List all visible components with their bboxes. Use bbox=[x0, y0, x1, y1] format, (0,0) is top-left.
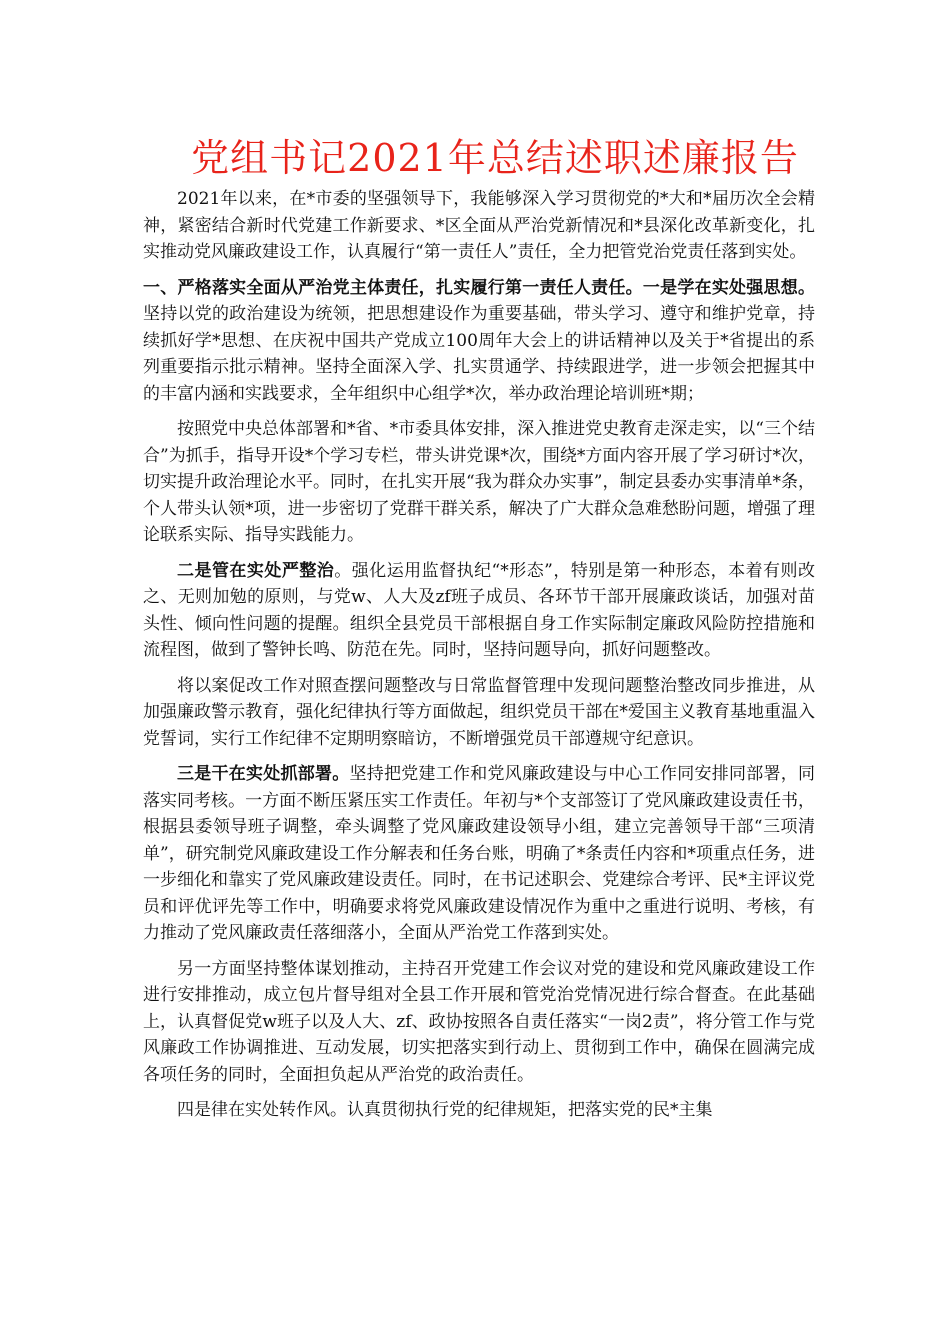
paragraph-section-1 bbox=[143, 275, 815, 408]
paragraph-lead: 一、严格落实全面从严治党主体责任，扎实履行第一责任人责任。一是学在实处强思想。 bbox=[143, 277, 815, 298]
paragraph-text: 四是律在实处转作风。认真贯彻执行党的纪律规矩，把落实党的民*主集 bbox=[177, 1100, 713, 1120]
paragraph-text: 按照党中央总体部署和*省、*市委具体安排，深入推进党史教育走深走实，以“三个结合”为抓手，指导开设*个学习专栏，带头讲党课*次，围绕*方面内容开展了学习研讨*次，切实提升政治理论水平。同时，在扎实开展“我为群众办实事”，制定县委办实事清单*条，个人带头认领*项，进一步密切了党群干群关系，解决了广大群众急难愁盼问题，增强了理论联系实际、指导实践能力。 bbox=[143, 419, 815, 545]
paragraph-discipline bbox=[143, 1097, 815, 1124]
document-body bbox=[143, 186, 815, 1133]
paragraph-text: 2021年以来，在*市委的坚强领导下，我能够深入学习贯彻党的*大和*届历次全会精神，紧密结合新时代党建工作新要求、*区全面从严治党新情况和*县深化改革新变化，扎实推动党风廉政建设工作，认真履行“第一责任人”责任，全力把管党治党责任落到实处。 bbox=[143, 189, 815, 262]
paragraph-intro bbox=[143, 186, 815, 266]
paragraph-overall-planning bbox=[143, 956, 815, 1089]
paragraph-supervision bbox=[143, 558, 815, 664]
paragraph-party-history bbox=[143, 416, 815, 549]
paragraph-text: 。强化运用监督执纪“*形态”，特别是第一种形态，本着有则改之、无则加勉的原则，与党w、人大及zf班子成员、各环节干部开展廉政谈话，加强对苗头性、倾向性问题的提醒。组织全县党员干部根据自身工作实际制定廉政风险防控措施和流程图，做到了警钟长鸣、防范在先。同时，坚持问题导向，抓好问题整改。 bbox=[143, 560, 815, 660]
paragraph-lead: 三是干在实处抓部署。 bbox=[177, 764, 350, 784]
paragraph-text: 坚持把党建工作和党风廉政建设与中心工作同安排同部署，同落实同考核。一方面不断压紧压实工作责任。年初与*个支部签订了党风廉政建设责任书，根据县委领导班子调整，牵头调整了党风廉政建设领导小组，建立完善领导干部“三项清单”，研究制党风廉政建设工作分解表和任务台账，明确了*条责任内容和*项重点任务，进一步细化和靠实了党风廉政建设责任。同时，在书记述职会、党建综合考评、民*主评议党员和评优评先等工作中，明确要求将党风廉政建设情况作为重中之重进行说明、考核，有力推动了党风廉政责任落细落小，全面从严治党工作落到实处。 bbox=[143, 764, 815, 943]
paragraph-text: 将以案促改工作对照查摆问题整改与日常监督管理中发现问题整治整改同步推进，从加强廉政警示教育，强化纪律执行等方面做起，组织党员干部在*爱国主义教育基地重温入党誓词，实行工作纪律不定期明察暗访，不断增强党员干部遵规守纪意识。 bbox=[143, 675, 815, 749]
document-title: 党组书记2021年总结述职述廉报告 bbox=[191, 136, 799, 180]
paragraph-rectification bbox=[143, 673, 815, 753]
paragraph-text: 坚持以党的政治建设为统领，把思想建设作为重要基础，带头学习、遵守和维护党章，持续抓好学*思想、在庆祝中国共产党成立100周年大会上的讲话精神以及关于*省提出的系列重要指示批示精神。坚持全面深入学、扎实贯通学、持续跟进学，进一步领会把握其中的丰富内涵和实践要求，全年组织中心组学*次，举办政治理论培训班*期； bbox=[143, 304, 815, 404]
paragraph-lead: 二是管在实处严整治 bbox=[177, 560, 335, 581]
paragraph-text: 另一方面坚持整体谋划推动，主持召开党建工作会议对党的建设和党风廉政建设工作进行安排推动，成立包片督导组对全县工作开展和管党治党情况进行综合督查。在此基础上，认真督促党w班子以及人大、zf、政协按照各自责任落实“一岗2责”，将分管工作与党风廉政工作协调推进、互动发展，切实把落实到行动上、贯彻到工作中，确保在圆满完成各项任务的同时，全面担负起从严治党的政治责任。 bbox=[143, 958, 815, 1085]
paragraph-deployment bbox=[143, 761, 815, 947]
